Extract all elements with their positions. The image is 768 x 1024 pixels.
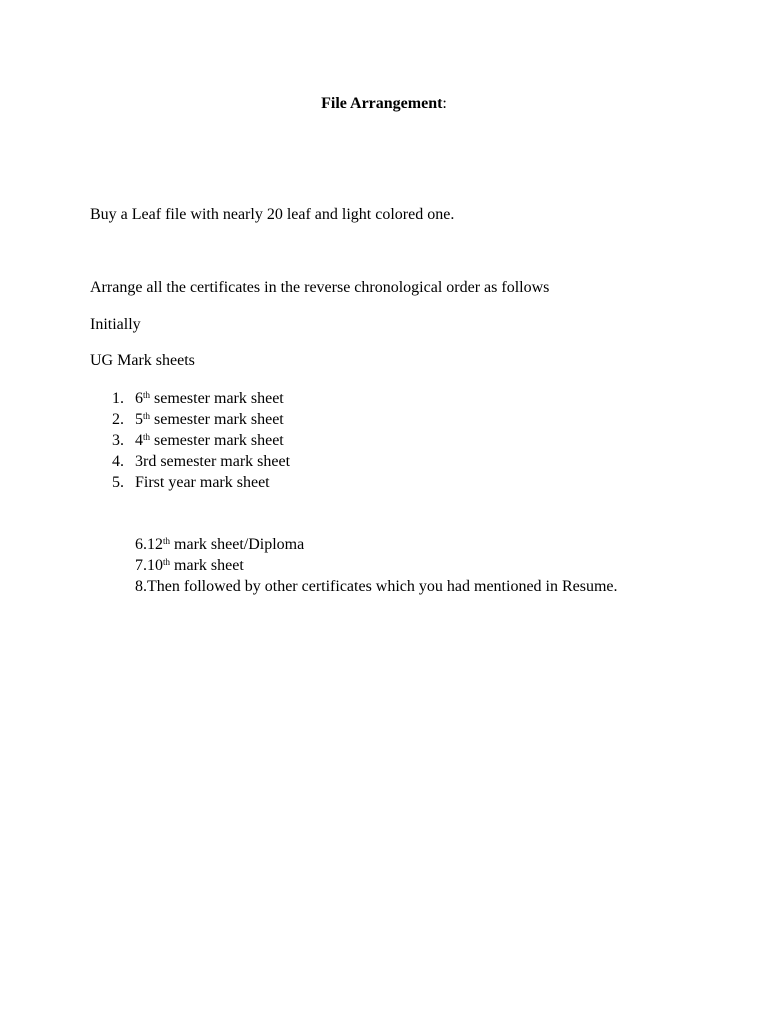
- list-item: 8.Then followed by other certificates which you had mentioned in Resume.: [135, 578, 618, 595]
- paragraph-initially: Initially: [90, 316, 141, 333]
- list-item: 6.12th mark sheet/Diploma: [135, 536, 305, 553]
- list-item-number: 2.: [112, 411, 124, 428]
- paragraph-buy-file: Buy a Leaf file with nearly 20 leaf and light colored one.: [90, 206, 455, 223]
- other-certificates-list: [135, 534, 618, 597]
- document-title: File Arrangement: [321, 95, 443, 112]
- list-item-text: 4th semester mark sheet: [135, 432, 284, 449]
- list-item-number: 1.: [112, 390, 124, 407]
- document-title-line: [0, 95, 768, 113]
- list-item-number: 4.: [112, 453, 124, 470]
- list-item-number: 3.: [112, 432, 124, 449]
- list-item-text: First year mark sheet: [135, 474, 270, 491]
- list-item: 7.10th mark sheet: [135, 557, 244, 574]
- list-item-text: 6th semester mark sheet: [135, 390, 284, 407]
- paragraph-arrange: Arrange all the certificates in the reverse chronological order as follows: [90, 279, 550, 296]
- list-item-number: 5.: [112, 474, 124, 491]
- list-item-text: 5th semester mark sheet: [135, 411, 284, 428]
- document-title-suffix: :: [442, 95, 447, 112]
- paragraph-ug-mark-sheets: UG Mark sheets: [90, 352, 195, 369]
- list-item-text: 3rd semester mark sheet: [135, 453, 291, 470]
